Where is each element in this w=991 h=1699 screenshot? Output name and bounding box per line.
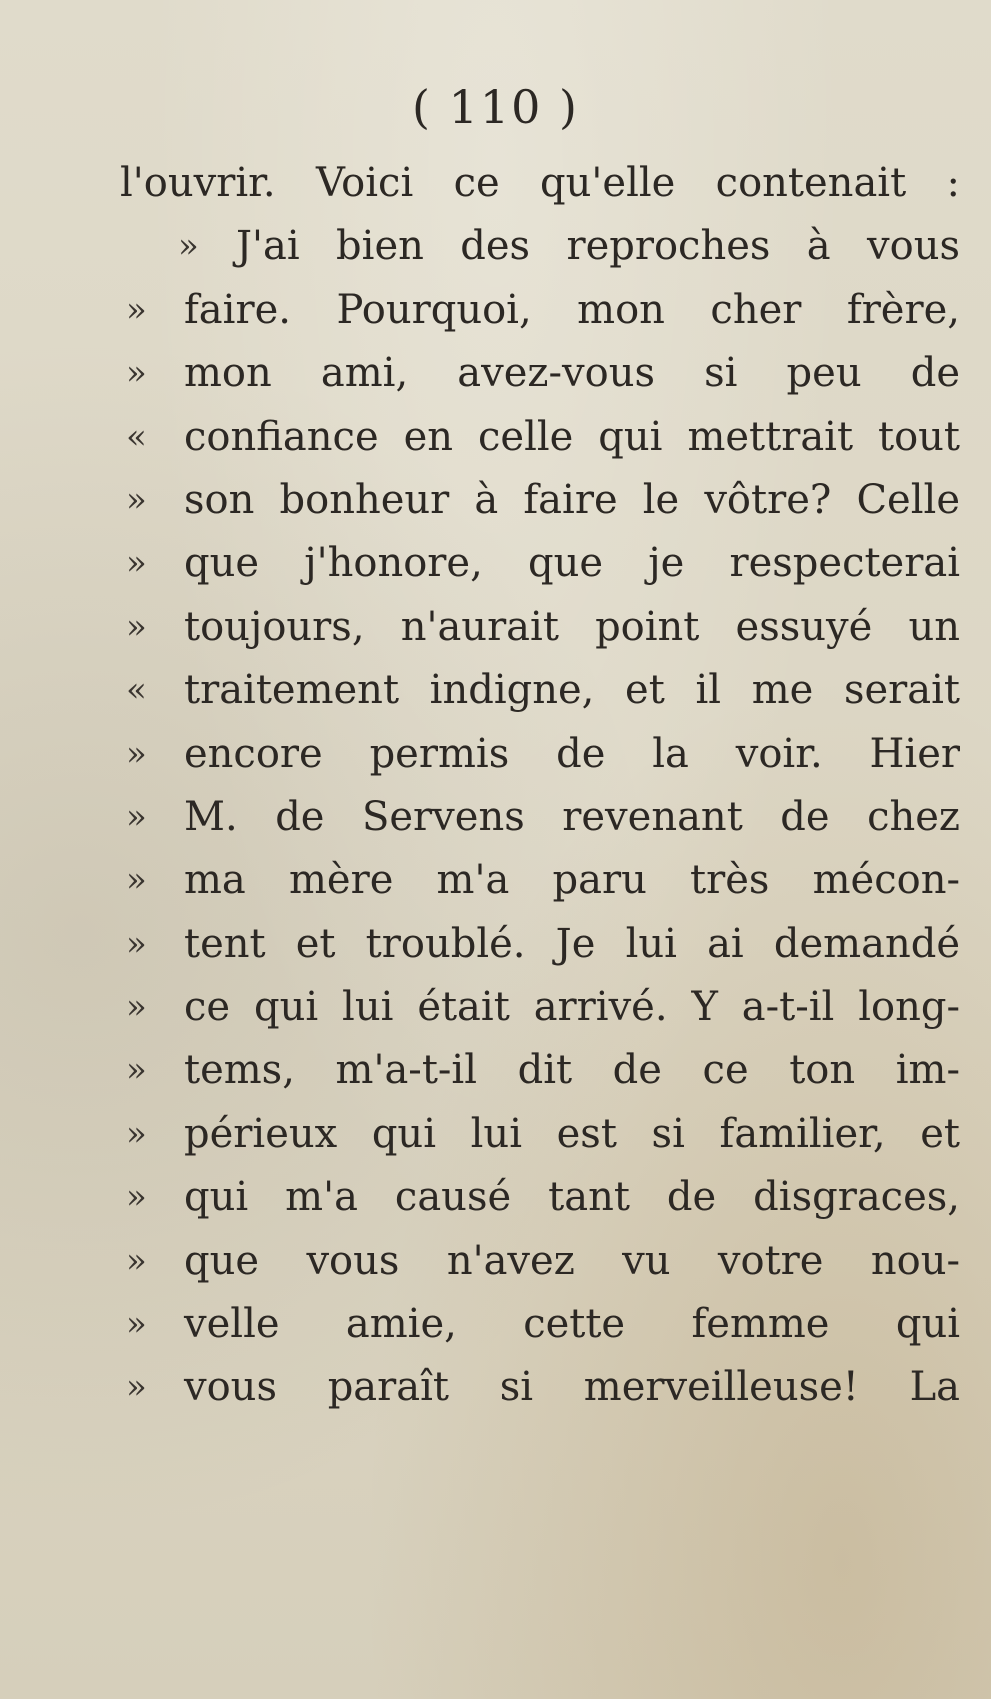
line-text: vous paraît si merveilleuse! La xyxy=(184,1364,960,1411)
quote-mark: » xyxy=(126,289,147,330)
quote-mark: » xyxy=(126,1304,147,1345)
line-text: faire. Pourquoi, mon cher frère, xyxy=(184,286,960,333)
text-line xyxy=(120,913,960,976)
text-line xyxy=(120,1356,960,1419)
text-block xyxy=(120,152,960,1420)
line-text: que vous n'avez vu votre nou- xyxy=(184,1237,960,1284)
line-text: toujours, n'aurait point essuyé un xyxy=(184,603,960,650)
text-line xyxy=(120,1230,960,1293)
quote-mark: » xyxy=(126,1367,147,1408)
line-text: M. de Servens revenant de chez xyxy=(184,793,960,840)
line-text: encore permis de la voir. Hier xyxy=(184,730,960,777)
quote-mark: « xyxy=(126,670,147,711)
text-line xyxy=(120,215,960,278)
quote-mark: » xyxy=(126,1177,147,1218)
line-text: J'ai bien des reproches à vous xyxy=(236,223,960,270)
text-line xyxy=(120,976,960,1039)
line-text: l'ouvrir. Voici ce qu'elle contenait : xyxy=(120,160,960,206)
quote-mark: » xyxy=(126,796,147,837)
text-line xyxy=(120,659,960,722)
quote-mark: » xyxy=(126,606,147,647)
quote-mark: » xyxy=(126,987,147,1028)
line-text: velle amie, cette femme qui xyxy=(184,1301,960,1348)
quote-mark: » xyxy=(126,1240,147,1281)
text-line xyxy=(120,849,960,912)
quote-mark: » xyxy=(126,479,147,520)
line-text: qui m'a causé tant de disgraces, xyxy=(184,1174,960,1221)
line-text: son bonheur à faire le vôtre? Celle xyxy=(184,476,960,523)
quote-mark: » xyxy=(126,923,147,964)
text-line xyxy=(120,596,960,659)
quote-mark: « xyxy=(126,416,147,457)
text-line xyxy=(120,152,960,215)
quote-mark: » xyxy=(126,860,147,901)
line-text: ma mère m'a paru très mécon- xyxy=(184,857,960,904)
quote-mark: » xyxy=(126,1050,147,1091)
quote-mark: » xyxy=(126,733,147,774)
text-line xyxy=(120,1293,960,1356)
line-text: ce qui lui était arrivé. Y a-t-il long- xyxy=(184,984,960,1031)
text-line xyxy=(120,469,960,532)
line-text: tems, m'a-t-il dit de ce ton im- xyxy=(184,1047,960,1094)
line-text: confiance en celle qui mettrait tout xyxy=(184,413,960,460)
line-text: que j'honore, que je respecterai xyxy=(184,540,960,587)
page-number: ( 110 ) xyxy=(412,80,579,134)
quote-mark: » xyxy=(126,543,147,584)
text-line xyxy=(120,342,960,405)
line-text: périeux qui lui est si familier, et xyxy=(184,1110,960,1157)
line-text: traitement indigne, et il me serait xyxy=(184,667,960,714)
quote-mark: » xyxy=(178,226,199,267)
text-line xyxy=(120,786,960,849)
text-line xyxy=(120,406,960,469)
text-line xyxy=(120,723,960,786)
line-text: tent et troublé. Je lui ai demandé xyxy=(184,920,960,967)
text-line xyxy=(120,1039,960,1102)
text-line xyxy=(120,1103,960,1166)
text-line xyxy=(120,1166,960,1229)
text-line xyxy=(120,532,960,595)
quote-mark: » xyxy=(126,353,147,394)
line-text: mon ami, avez-vous si peu de xyxy=(184,350,960,397)
quote-mark: » xyxy=(126,1113,147,1154)
text-line xyxy=(120,279,960,342)
